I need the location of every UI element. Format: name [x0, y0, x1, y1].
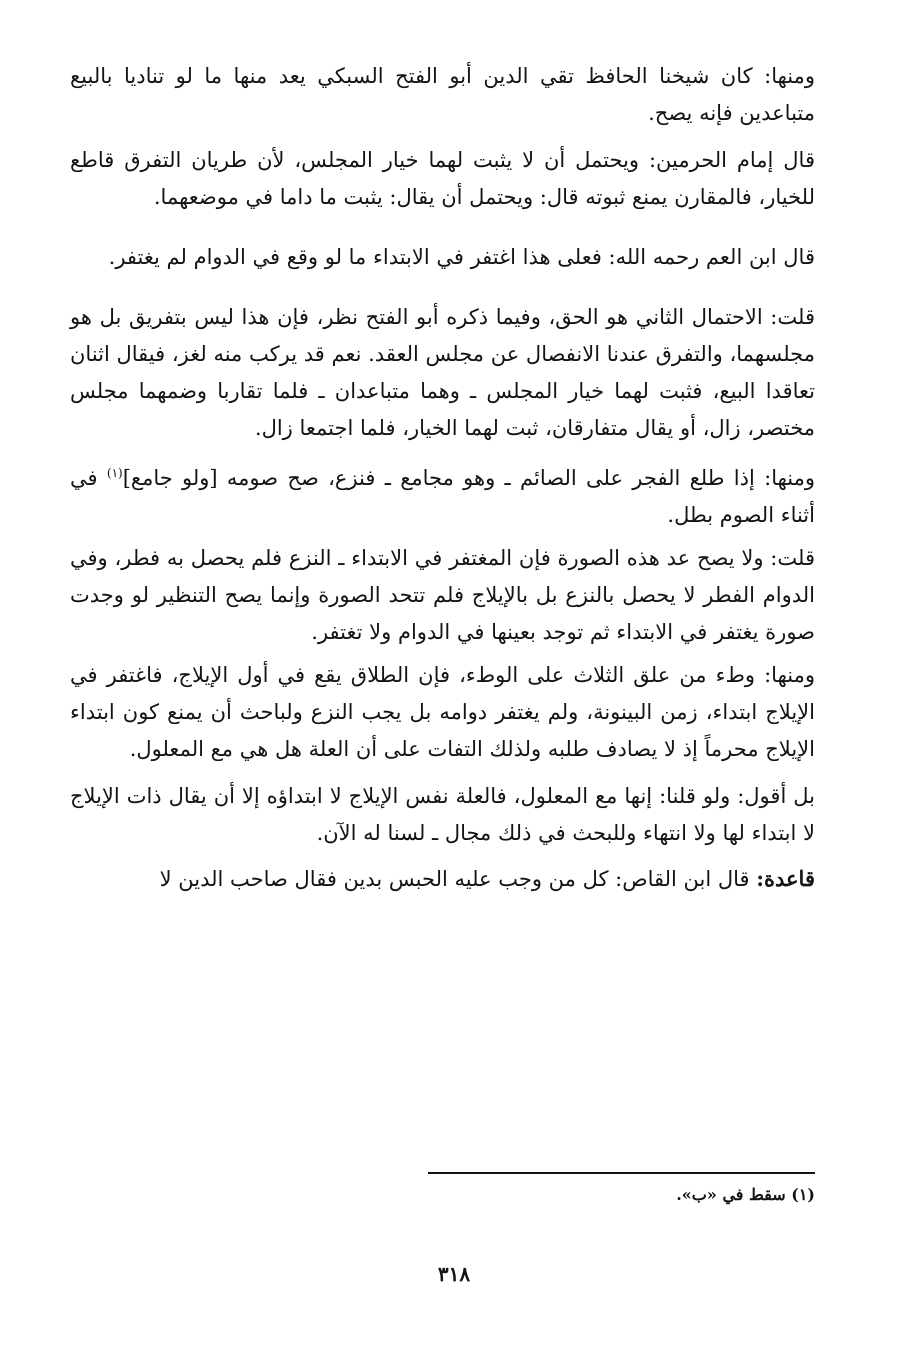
page-number: ٣١٨: [437, 1262, 471, 1286]
paragraph-3: [70, 239, 815, 276]
paragraph-2-text: قال إمام الحرمين: ويحتمل أن لا يثبت لهما خيار المجلس، لأن طريان التفرق قاطع للخيار، فالمقارن يمنع ثبوته قال: ويحتمل أن يقال: يثبت ما داما في موضعهما.: [70, 148, 815, 209]
footnote: (١) سقط في «ب».: [676, 1185, 815, 1204]
paragraph-1-text: ومنها: كان شيخنا الحافظ تقي الدين أبو الفتح السبكي يعد منها ما لو تناديا بالبيع متباعدين فإنه يصح.: [70, 64, 815, 125]
paragraph-4-text: قلت: الاحتمال الثاني هو الحق، وفيما ذكره أبو الفتح نظر، فإن هذا ليس بتفريق بل هو مجلسهما، والتفرق عندنا الانفصال عن مجلس العقد. نعم قد يركب منه لغز، فيقال اثنان تعاقدا البيع، فثبت لهما خيار المجلس ـ وهما متباعدان ـ فلما تقاربا وضمهما مجلس مختصر، زال، أو يقال متفارقان، ثبت لهما الخيار، فلما اجتمعا زال.: [70, 305, 815, 440]
paragraph-7-text: ومنها: وطء من علق الثلاث على الوطء، فإن الطلاق يقع في أول الإيلاج، فاغتفر في الإيلاج ابتداء، زمن البينونة، ولم يغتفر دوامه بل يجب النزع ولباحث أن يمنع كون ابتداء الإيلاج محرماً إذ لا يصادف طلبه ولذلك التفات على أن العلة هل هي مع المعلول.: [70, 663, 815, 761]
paragraph-5-text: ومنها: إذا طلع الفجر على الصائم ـ وهو مجامع ـ فنزع، صح صومه [ولو جامع]: [122, 466, 816, 490]
footnote-separator: [428, 1172, 815, 1174]
rule-heading: قاعدة:: [756, 866, 815, 891]
paragraph-9: [70, 860, 815, 898]
paragraph-8-text: بل أقول: ولو قلنا: إنها مع المعلول، فالعلة نفس الإيلاج لا ابتداؤه إلا أن يقال ذات الإيلاج لا ابتداء لها ولا انتهاء وللبحث في ذلك مجال ـ لسنا له الآن.: [70, 784, 815, 845]
paragraph-3-text: قال ابن العم رحمه الله: فعلى هذا اغتفر في الابتداء ما لو وقع في الدوام لم يغتفر.: [108, 245, 815, 269]
paragraph-6: [70, 540, 815, 651]
paragraph-5: [70, 455, 815, 534]
paragraph-1: [70, 58, 815, 132]
paragraph-5-text-after: في أثناء الصوم بطل.: [70, 466, 815, 527]
paragraph-2: [70, 142, 815, 216]
paragraph-7: [70, 657, 815, 768]
paragraph-6-text: قلت: ولا يصح عد هذه الصورة فإن المغتفر في الابتداء ـ النزع فلم يحصل به فطر، وفي الدوام الفطر لا يحصل بالنزع بل بالإيلاج فلم تتحد الصورة وإنما يصح التنظير لو وجدت صورة يغتفر في الابتداء ثم توجد بعينها في الدوام ولا تغتفر.: [70, 546, 815, 644]
paragraph-8: [70, 778, 815, 852]
main-text: [70, 58, 815, 898]
paragraph-4: [70, 299, 815, 447]
footnote-reference: (١): [106, 466, 123, 480]
paragraph-9-text: قال ابن القاص: كل من وجب عليه الحبس بدين فقال صاحب الدين لا: [159, 867, 757, 891]
